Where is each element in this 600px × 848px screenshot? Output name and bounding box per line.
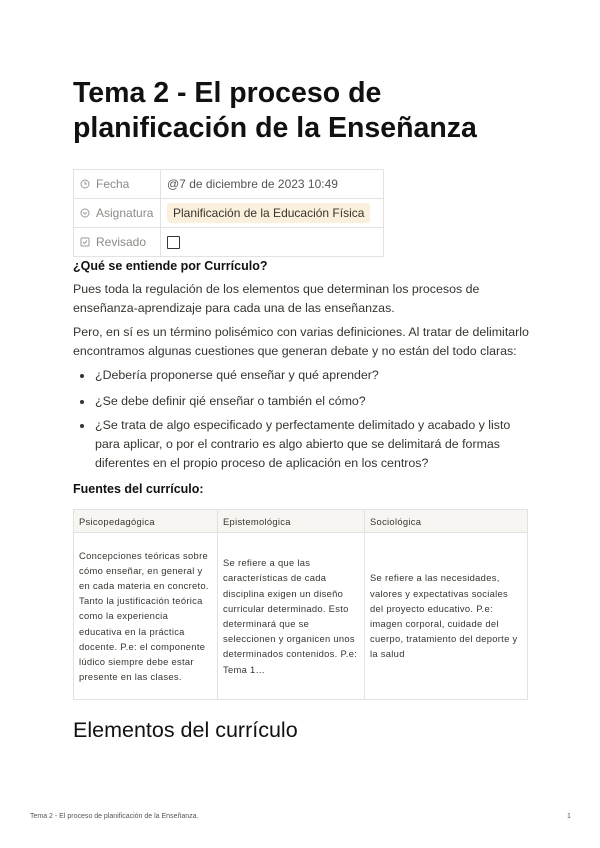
column-header: Psicopedagógica	[74, 510, 218, 533]
property-row-fecha	[74, 170, 384, 199]
sources-table	[73, 509, 528, 700]
column-header: Epistemológica	[218, 510, 365, 533]
section-heading-curriculo: ¿Qué se entiende por Currículo?	[73, 259, 268, 273]
paragraph-2: Pero, en sí es un término polisémico con varias definiciones. Al tratar de delimitarlo encontramos algunas cuestiones que generan debate y no están del todo claras:	[73, 325, 529, 358]
table-row	[74, 533, 528, 700]
page-title: Tema 2 - El proceso de planificación de la Enseñanza	[73, 77, 477, 144]
section-heading-fuentes: Fuentes del currículo:	[73, 482, 204, 496]
property-label-cell	[74, 170, 161, 199]
paragraph-1: Pues toda la regulación de los elementos que determinan los procesos de enseñanza-aprendizaje para cada una de las enseñanzas.	[73, 282, 480, 315]
checkbox-icon	[80, 237, 90, 247]
property-label: Fecha	[96, 177, 130, 191]
property-label-cell	[74, 228, 161, 257]
property-label-cell	[74, 199, 161, 228]
select-icon	[80, 208, 90, 218]
subject-value-cell	[161, 199, 384, 228]
revisado-checkbox[interactable]	[167, 236, 180, 249]
date-value[interactable]: @7 de diciembre de 2023 10:49	[161, 170, 384, 199]
list-item: ¿Debería proponerse qué enseñar y qué aprender?	[95, 366, 535, 385]
property-row-asignatura	[74, 199, 384, 228]
footer-title: Tema 2 - El proceso de planificación de la Enseñanza.	[30, 813, 199, 820]
table-header-row	[74, 510, 528, 533]
page-number: 1	[567, 813, 571, 820]
property-label: Asignatura	[96, 206, 154, 220]
section-heading-elementos: Elementos del currículo	[73, 718, 298, 742]
table-cell: Concepciones teóricas sobre cómo enseñar, en general y en cada materia en concreto. Tanto la justificación teórica como la experiencia educativa en la práctica docente. P.e: el componente lúdico siempre debe estar presente en las clases.	[74, 533, 218, 700]
property-label: Revisado	[96, 235, 147, 249]
table-cell: Se refiere a las necesidades, valores y expectativas sociales del proyecto educativo. P.e: imagen corporal, cuidade del cuerpo, tratamiento del deporte y la salud	[365, 533, 528, 700]
clock-icon	[80, 179, 90, 189]
properties-table	[73, 169, 384, 257]
subject-tag[interactable]: Planificación de la Educación Física	[167, 203, 370, 223]
column-header: Sociológica	[365, 510, 528, 533]
table-cell: Se refiere a que las características de cada disciplina exigen un diseño curricular determinado. Esto determinará que se seleccionen y organicen unos determinados contenidos. P.e: Tema 1…	[218, 533, 365, 700]
list-item: ¿Se debe definir qié enseñar o también el cómo?	[95, 392, 535, 411]
property-row-revisado	[74, 228, 384, 257]
revisado-value-cell	[161, 228, 384, 257]
list-item: ¿Se trata de algo especificado y perfectamente delimitado y acabado y listo para aplicar, o por el contrario es algo abierto que se delimitará de formas diferentes en el propio proceso de aplicación en los centros?	[95, 416, 535, 473]
